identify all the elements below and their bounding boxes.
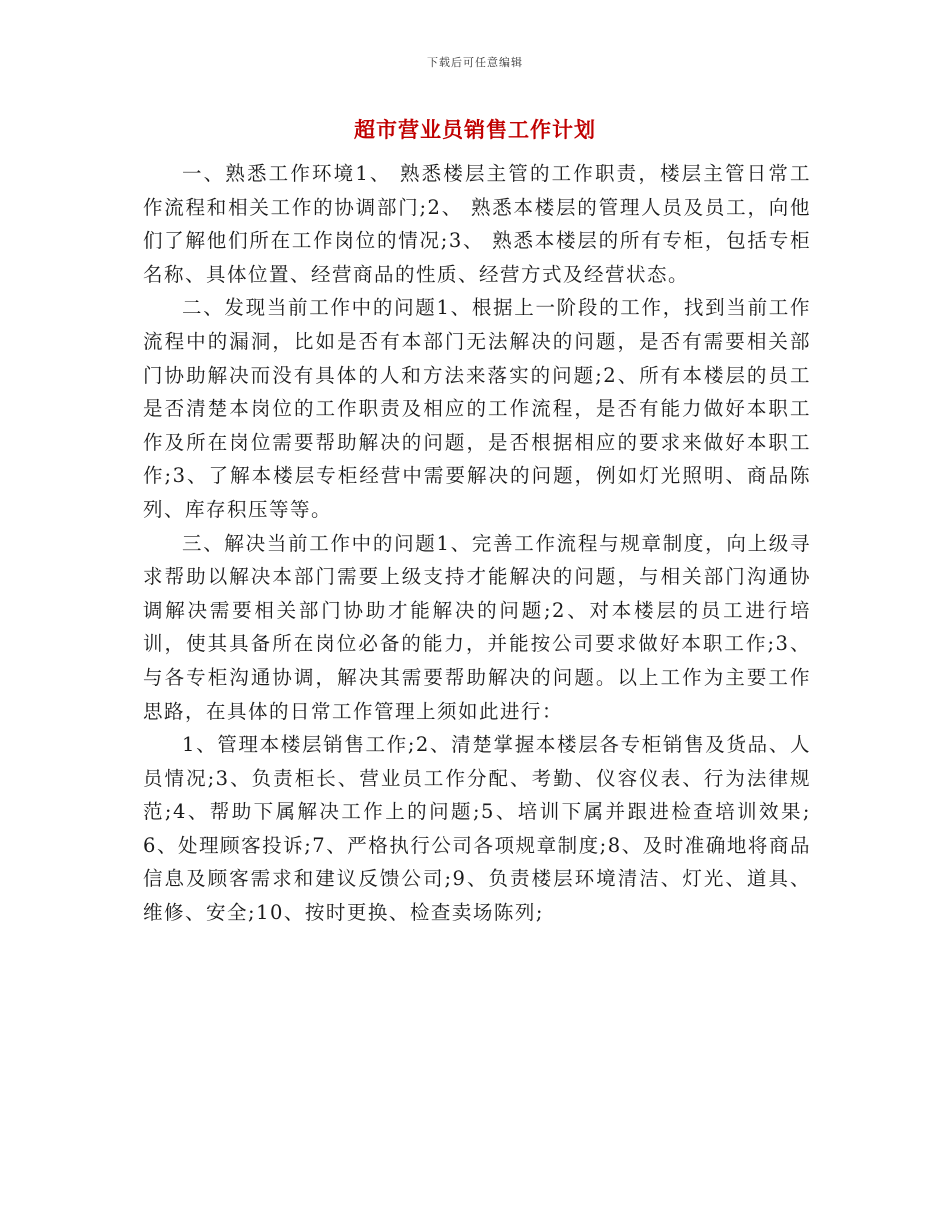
header-note: 下载后可任意编辑 (427, 56, 523, 69)
document-body (143, 157, 811, 930)
paragraph-1: 一、熟悉工作环境1、 熟悉楼层主管的工作职责，楼层主管日常工作流程和相关工作的协调部门;2、 熟悉本楼层的管理人员及员工，向他们了解他们所在工作岗位的情况;3、 熟悉本楼层的所有专柜，包括专柜名称、具体位置、经营商品的性质、经营方式及经营状态。 (143, 162, 811, 286)
paragraph-3: 三、解决当前工作中的问题1、完善工作流程与规章制度，向上级寻求帮助以解决本部门需要上级支持才能解决的问题，与相关部门沟通协调解决需要相关部门协助才能解决的问题;2、对本楼层的员工进行培训，使其具备所在岗位必备的能力，并能按公司要求做好本职工作;3、与各专柜沟通协调，解决其需要帮助解决的问题。以上工作为主要工作思路，在具体的日常工作管理上须如此进行： (143, 531, 811, 723)
document-title: 超市营业员销售工作计划 (354, 118, 596, 142)
paragraph-2: 二、发现当前工作中的问题1、根据上一阶段的工作，找到当前工作流程中的漏洞，比如是否有本部门无法解决的问题，是否有需要相关部门协助解决而没有具体的人和方法来落实的问题;2、所有本楼层的员工是否清楚本岗位的工作职责及相应的工作流程，是否有能力做好本职工作及所在岗位需要帮助解决的问题，是否根据相应的要求来做好本职工作;3、了解本楼层专柜经营中需要解决的问题，例如灯光照明、商品陈列、库存积压等等。 (143, 296, 811, 521)
paragraph-4: 1、管理本楼层销售工作;2、清楚掌握本楼层各专柜销售及货品、人员情况;3、负责柜长、营业员工作分配、考勤、仪容仪表、行为法律规范;4、帮助下属解决工作上的问题;5、培训下属并跟进检查培训效果;6、处理顾客投诉;7、严格执行公司各项规章制度;8、及时准确地将商品信息及顾客需求和建议反馈公司;9、负责楼层环境清洁、灯光、道具、维修、安全;10、按时更换、检查卖场陈列; (143, 733, 811, 925)
